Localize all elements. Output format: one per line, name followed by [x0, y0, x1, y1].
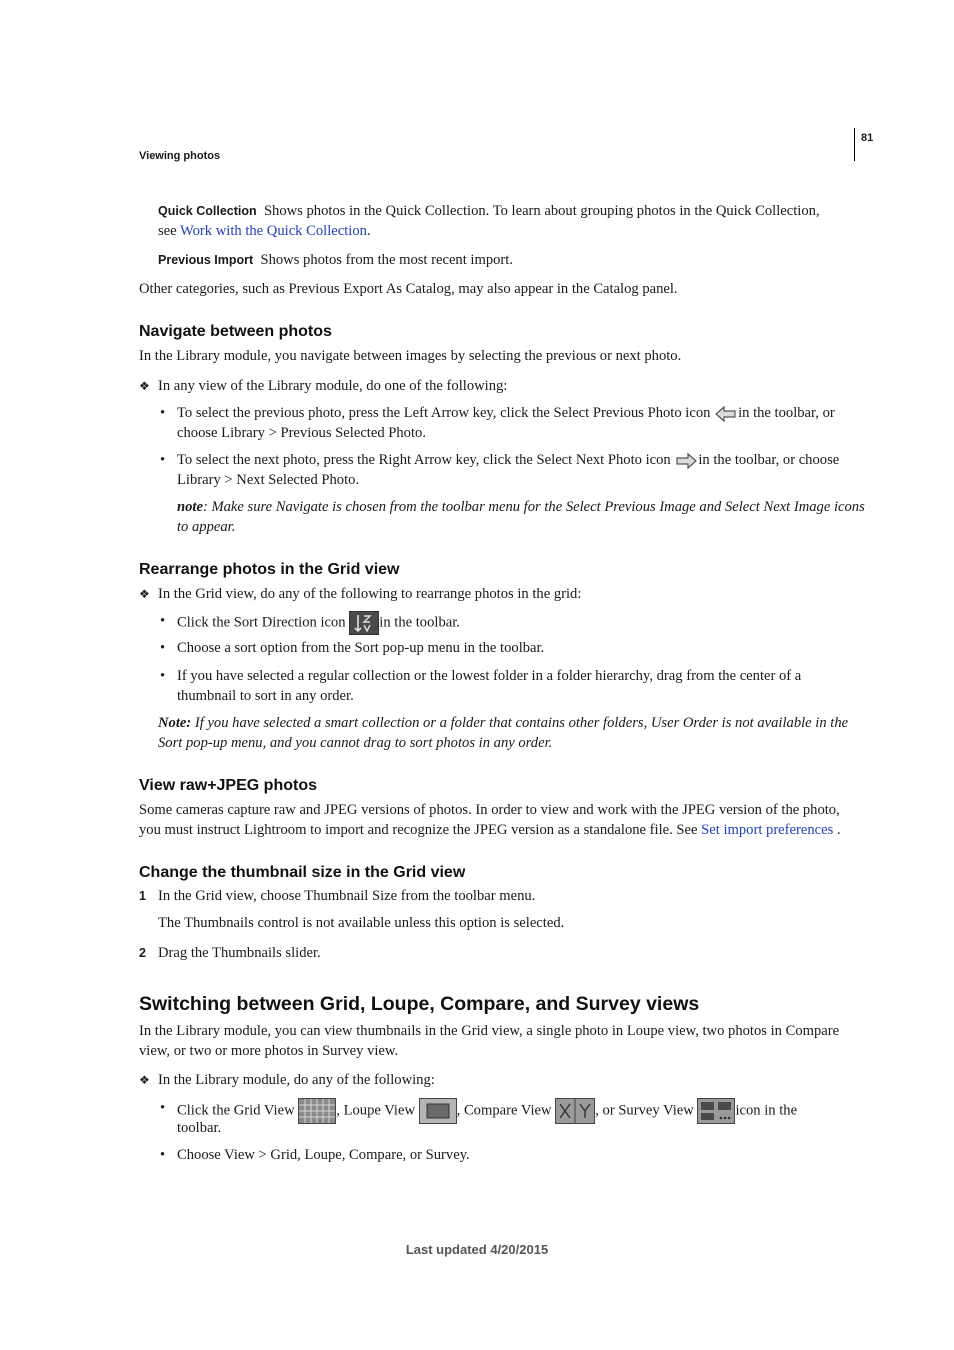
bullet: • [160, 613, 166, 629]
navigate-note [177, 497, 865, 517]
raw-jpeg-heading: View raw+JPEG photos [139, 777, 317, 794]
rearrange-bullet-sort [177, 611, 460, 635]
rearrange-heading: Rearrange photos in the Grid view [139, 561, 400, 578]
next-text-2: in the toolbar, or choose [698, 452, 840, 468]
loupe-view-icon [419, 1098, 457, 1124]
previous-import-text: Shows photos from the most recent import. [260, 252, 513, 268]
switching-bullet-icons-line2: toolbar. [177, 1120, 222, 1136]
navigate-bullet-next-line2: Library > Next Selected Photo. [177, 472, 360, 488]
next-text: To select the next photo, press the Right Arrow key, click the Select Next Photo icon [177, 452, 671, 468]
step-number-2: 2 [139, 946, 146, 960]
quick-collection-definition [158, 201, 820, 221]
step-number-1: 1 [139, 889, 146, 903]
step-mark: ❖ [139, 587, 150, 601]
quick-collection-see-line [158, 221, 371, 241]
set-import-preferences-link[interactable]: Set import preferences [701, 822, 834, 838]
rearrange-note-line2: Sort pop-up menu, and you cannot drag to sort photos in any order. [158, 735, 553, 751]
thumbnail-heading: Change the thumbnail size in the Grid view [139, 864, 466, 881]
raw-jpeg-line1: Some cameras capture raw and JPEG versions of photos. In order to view and work with the JPEG version of the photo, [139, 802, 840, 818]
thumbnail-step-1: In the Grid view, choose Thumbnail Size from the toolbar menu. [158, 888, 536, 904]
header-rule [854, 128, 855, 161]
switching-intro-line2: view, or two or more photos in Survey view. [139, 1043, 399, 1059]
survey-view-text: , or Survey View [595, 1102, 694, 1119]
grid-view-icon [298, 1098, 336, 1124]
navigate-intro: In the Library module, you navigate between images by selecting the previous or next photo. [139, 348, 682, 364]
running-head: Viewing photos [139, 150, 221, 162]
quick-collection-text: Shows photos in the Quick Collection. To learn about grouping photos in the Quick Collection, [263, 203, 820, 219]
compare-view-text: , Compare View [456, 1102, 552, 1119]
survey-view-icon [697, 1098, 735, 1124]
period: . [366, 223, 371, 239]
navigate-bullet-next [177, 450, 839, 471]
navigate-bullet-previous [177, 403, 835, 424]
sort-text-2: in the toolbar. [379, 614, 460, 631]
bullet: • [160, 405, 166, 421]
switching-heading: Switching between Grid, Loupe, Compare, and Survey views [139, 993, 700, 1015]
rearrange-note [158, 713, 848, 733]
note-text: If you have selected a smart collection or a folder that contains other folders, User Order is not available in the [194, 715, 849, 731]
select-previous-photo-icon [714, 404, 738, 424]
step-mark: ❖ [139, 1073, 150, 1087]
previous-text: To select the previous photo, press the Left Arrow key, click the Select Previous Photo icon [177, 405, 711, 421]
previous-import-term: Previous Import [158, 253, 254, 267]
bullet: • [160, 452, 166, 468]
navigate-step: In any view of the Library module, do one of the following: [158, 378, 508, 394]
rearrange-bullet-drag-line2: thumbnail to sort in any order. [177, 688, 354, 704]
note-label: note [177, 499, 203, 515]
previous-text-2: in the toolbar, or [738, 405, 835, 421]
icon-in-the-text: icon in the [735, 1102, 798, 1119]
rearrange-bullet-popup: Choose a sort option from the Sort pop-up menu in the toolbar. [177, 640, 545, 656]
sort-text: Click the Sort Direction icon [177, 614, 346, 631]
step-mark: ❖ [139, 379, 150, 393]
see-text: see [158, 223, 181, 239]
previous-import-definition [158, 250, 513, 270]
compare-view-icon [555, 1098, 595, 1124]
bullet: • [160, 1147, 166, 1163]
last-updated-footer: Last updated 4/20/2015 [405, 1242, 549, 1257]
rearrange-bullet-drag: If you have selected a regular collection or the lowest folder in a folder hierarchy, drag from the center of a [177, 668, 802, 684]
bullet: • [160, 640, 166, 656]
select-next-photo-icon [674, 451, 698, 471]
thumbnail-step-2: Drag the Thumbnails slider. [158, 945, 321, 961]
raw-jpeg-text: you must instruct Lightroom to import and recognize the JPEG version as a standalone file. See [139, 822, 702, 838]
switching-bullet-menu: Choose View > Grid, Loupe, Compare, or Survey. [177, 1147, 470, 1163]
navigate-heading: Navigate between photos [139, 323, 332, 340]
raw-jpeg-line2 [139, 820, 841, 840]
navigate-note-line2: to appear. [177, 519, 236, 535]
bullet: • [160, 1100, 166, 1116]
loupe-view-text: , Loupe View [336, 1102, 415, 1119]
rearrange-step: In the Grid view, do any of the following to rearrange photos in the grid: [158, 586, 582, 602]
note-label: Note: [158, 715, 192, 731]
sort-direction-icon [349, 611, 379, 635]
work-with-quick-collection-link[interactable]: Work with the Quick Collection [180, 223, 367, 239]
switching-intro-line1: In the Library module, you can view thumbnails in the Grid view, a single photo in Loupe view, two photos in Compare [139, 1023, 840, 1039]
grid-view-text: Click the Grid View [177, 1102, 295, 1119]
switching-step: In the Library module, do any of the following: [158, 1072, 435, 1088]
switching-bullet-icons [177, 1098, 797, 1124]
bullet: • [160, 668, 166, 684]
page-number: 81 [861, 132, 874, 144]
note-text: : Make sure Navigate is chosen from the toolbar menu for the Select Previous Image and Select Next Image icons [202, 499, 865, 515]
period: . [833, 822, 841, 838]
other-categories-paragraph: Other categories, such as Previous Export As Catalog, may also appear in the Catalog panel. [139, 281, 678, 297]
thumbnail-step-1-note: The Thumbnails control is not available unless this option is selected. [158, 915, 565, 931]
navigate-bullet-previous-line2: choose Library > Previous Selected Photo. [177, 425, 426, 441]
quick-collection-term: Quick Collection [158, 204, 257, 218]
